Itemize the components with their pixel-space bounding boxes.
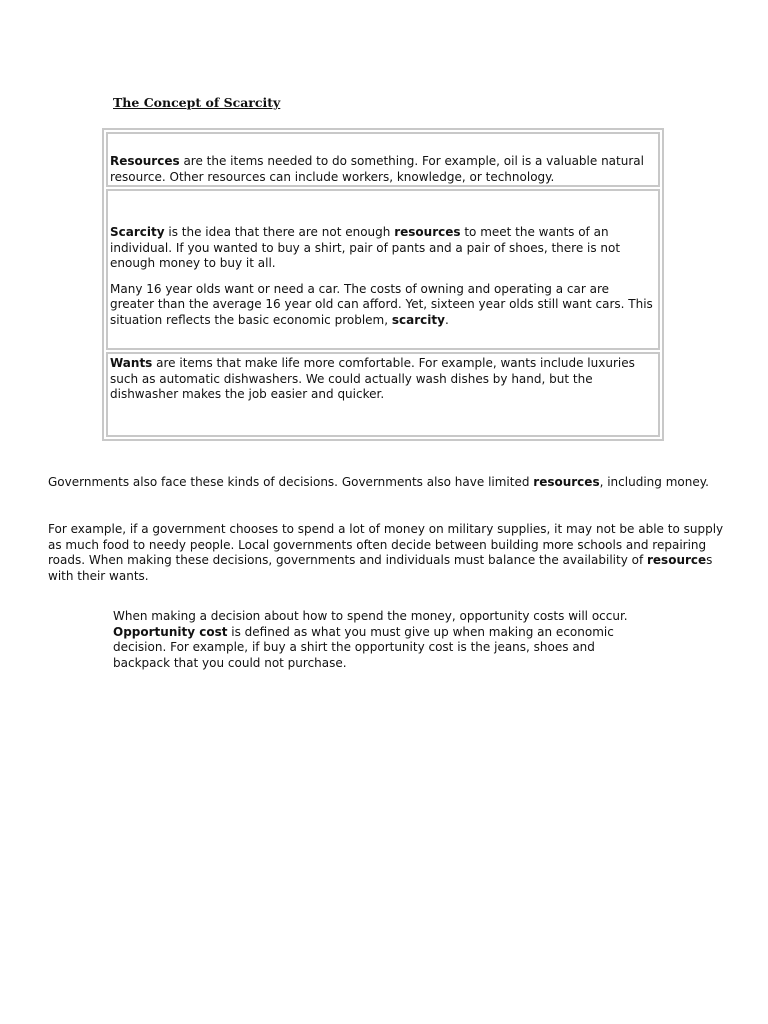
scarcity-text-a: is the idea that there are not enough [164, 225, 395, 239]
opportunity-text-a: When making a decision about how to spend the money, opportunity costs will occur. [113, 609, 628, 623]
scarcity-paragraph-2 [110, 282, 656, 329]
scarcity-paragraph-1 [110, 225, 656, 272]
example-resource-bold: resource [647, 553, 707, 567]
scarcity-text-b: to meet the wants of an individual. If you wanted to buy a shirt, pair of pants and a pair of shoes, there is not enough money to buy it all. [110, 225, 621, 270]
page-title: The Concept of Scarcity [113, 95, 281, 110]
resources-term: Resources [110, 154, 180, 168]
scarcity-example-text: Many 16 year olds want or need a car. The costs of owning and operating a car are greater than the average 16 year old can afford. Yet, sixteen year olds still want cars. This situation reflects the basic economic problem, [110, 281, 653, 327]
wants-term: Wants [110, 356, 153, 370]
resources-definition [110, 134, 656, 185]
resources-definition-cell [106, 132, 660, 187]
example-text-b: s with their wants. [48, 553, 713, 583]
wants-definition [110, 354, 656, 403]
opportunity-text-b: is defined as what you must give up when making an economic decision. For example, if buy a shirt the opportunity cost is the jeans, shoes and backpack that you could not purchase. [113, 624, 614, 670]
scarcity-term: Scarcity [110, 225, 165, 239]
scarcity-example-end: . [444, 312, 449, 327]
governments-resources-bold: resources [533, 475, 600, 489]
scarcity-definition [110, 191, 656, 328]
wants-text: are items that make life more comfortable. For example, wants include luxuries such as automatic dishwashers. We could actually wash dishes by hand, but the dishwasher makes the job easier and quicker. [110, 356, 635, 401]
opportunity-cost-bold: Opportunity cost [113, 624, 228, 639]
example-paragraph [48, 522, 728, 584]
resources-text: are the items needed to do something. For example, oil is a valuable natural resource. Other resources can include workers, knowledge, or technology. [110, 154, 644, 184]
scarcity-resources-bold: resources [394, 225, 461, 239]
governments-text-a: Governments also face these kinds of decisions. Governments also have limited [48, 475, 534, 489]
governments-text-b: , including money. [599, 475, 709, 489]
scarcity-example-bold: scarcity [391, 312, 445, 327]
opportunity-cost-paragraph [113, 609, 653, 671]
definitions-table [102, 128, 664, 441]
example-text-a: For example, if a government chooses to spend a lot of money on military supplies, it may not be able to supply as much food to needy people. Local governments often decide between building more schools and repairing roads. When making these decisions, governments and individuals must balance the availability of [48, 522, 724, 567]
governments-paragraph [48, 475, 728, 491]
wants-definition-cell [106, 352, 660, 437]
scarcity-definition-cell [106, 189, 660, 350]
